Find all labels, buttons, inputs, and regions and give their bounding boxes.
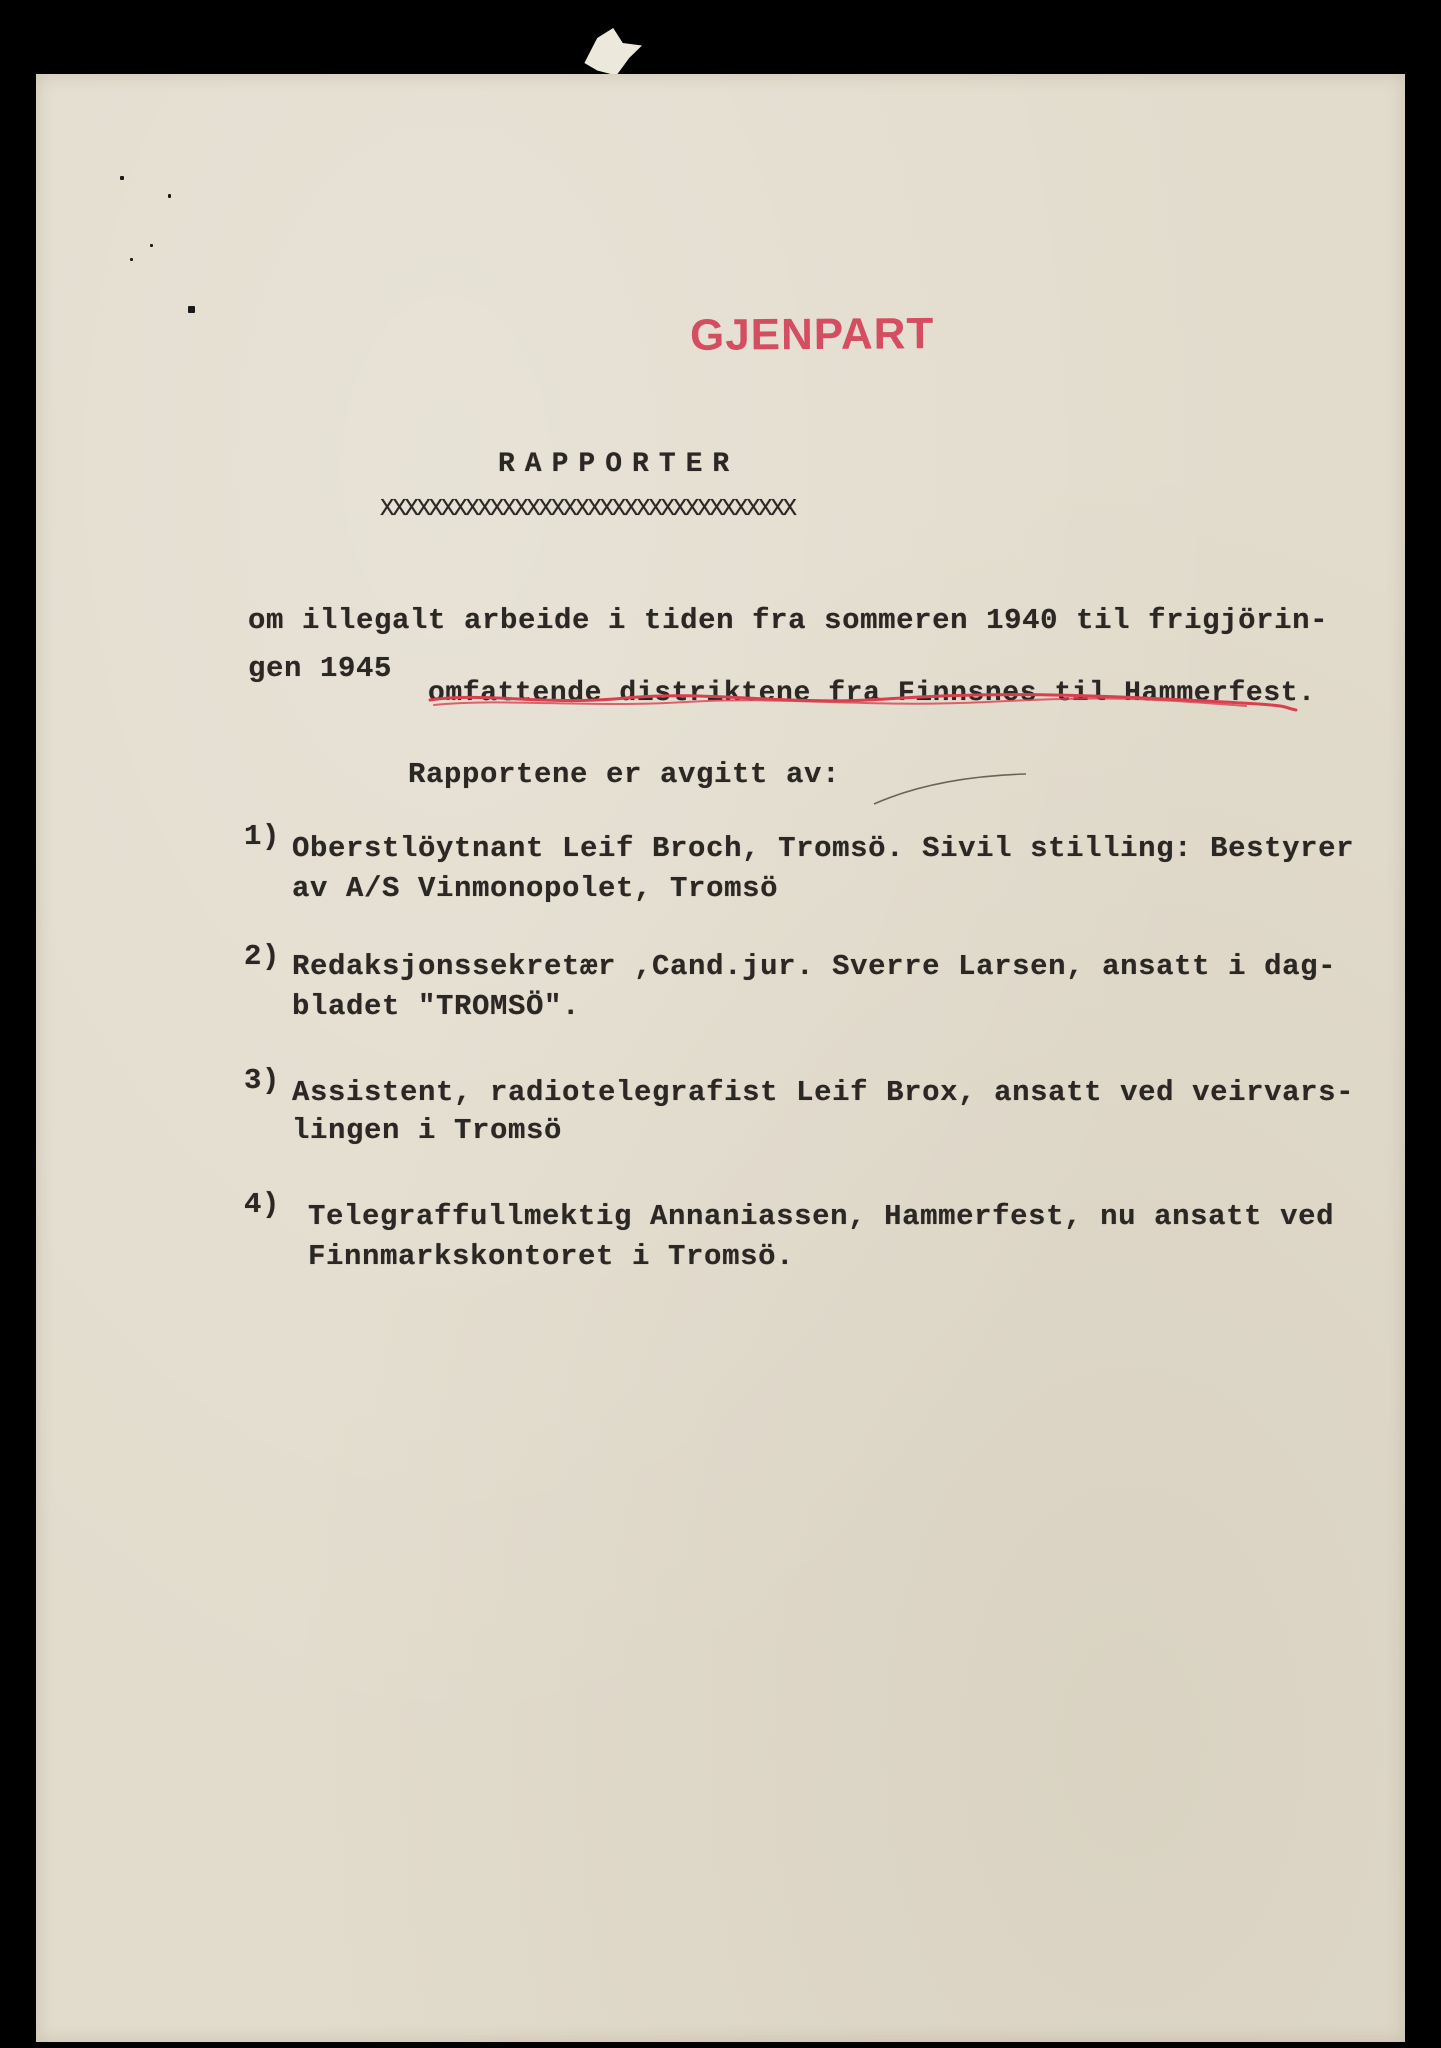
document-title: RAPPORTER bbox=[498, 449, 740, 480]
reporter-2-number: 2) bbox=[244, 940, 281, 973]
margin-speck bbox=[130, 258, 133, 261]
reporter-2-line-1: Redaksjonssekretær ,Cand.jur. Sverre Larsen, ansatt i dag- bbox=[292, 950, 1337, 983]
pencil-stroke bbox=[870, 764, 1030, 814]
reporter-2-line-2: bladet "TROMSÖ". bbox=[292, 990, 581, 1023]
intro-line-2-start: gen 1945 bbox=[248, 652, 393, 685]
margin-speck bbox=[150, 244, 153, 247]
reporter-4-number: 4) bbox=[244, 1188, 281, 1221]
intro-line-1: om illegalt arbeide i tiden fra sommeren 1940 til frigjörin- bbox=[248, 604, 1329, 637]
margin-speck bbox=[168, 194, 171, 198]
reporter-4-line-2: Finnmarkskontoret i Tromsö. bbox=[308, 1240, 795, 1273]
reporter-4-line-1: Telegraffullmektig Annaniassen, Hammerfest, nu ansatt ved bbox=[308, 1200, 1335, 1233]
margin-speck bbox=[120, 176, 124, 180]
punch-mark bbox=[188, 306, 195, 313]
copy-stamp: GJENPART bbox=[689, 309, 935, 360]
torn-paper-corner bbox=[578, 28, 642, 78]
paper-sheet bbox=[36, 74, 1405, 2042]
red-hand-underline bbox=[426, 686, 1306, 716]
submitted-by-heading: Rapportene er avgitt av: bbox=[408, 758, 841, 791]
reporter-3-line-1: Assistent, radiotelegrafist Leif Brox, ansatt ved veirvars- bbox=[292, 1076, 1355, 1109]
reporter-3-number: 3) bbox=[244, 1064, 281, 1097]
reporter-1-line-1: Oberstlöytnant Leif Broch, Tromsö. Sivil stilling: Bestyrer bbox=[292, 832, 1355, 865]
reporter-3-line-2: lingen i Tromsö bbox=[292, 1114, 563, 1147]
reporter-1-number: 1) bbox=[244, 820, 281, 853]
reporter-1-line-2: av A/S Vinmonopolet, Tromsö bbox=[292, 872, 779, 905]
intro-line-2-end: omfattende distriktene fra Finnsnes til Hammerfest. bbox=[428, 678, 1316, 709]
title-strikeout: XXXXXXXXXXXXXXXXXXXXXXXXXXXXXXXXXX bbox=[380, 496, 795, 523]
